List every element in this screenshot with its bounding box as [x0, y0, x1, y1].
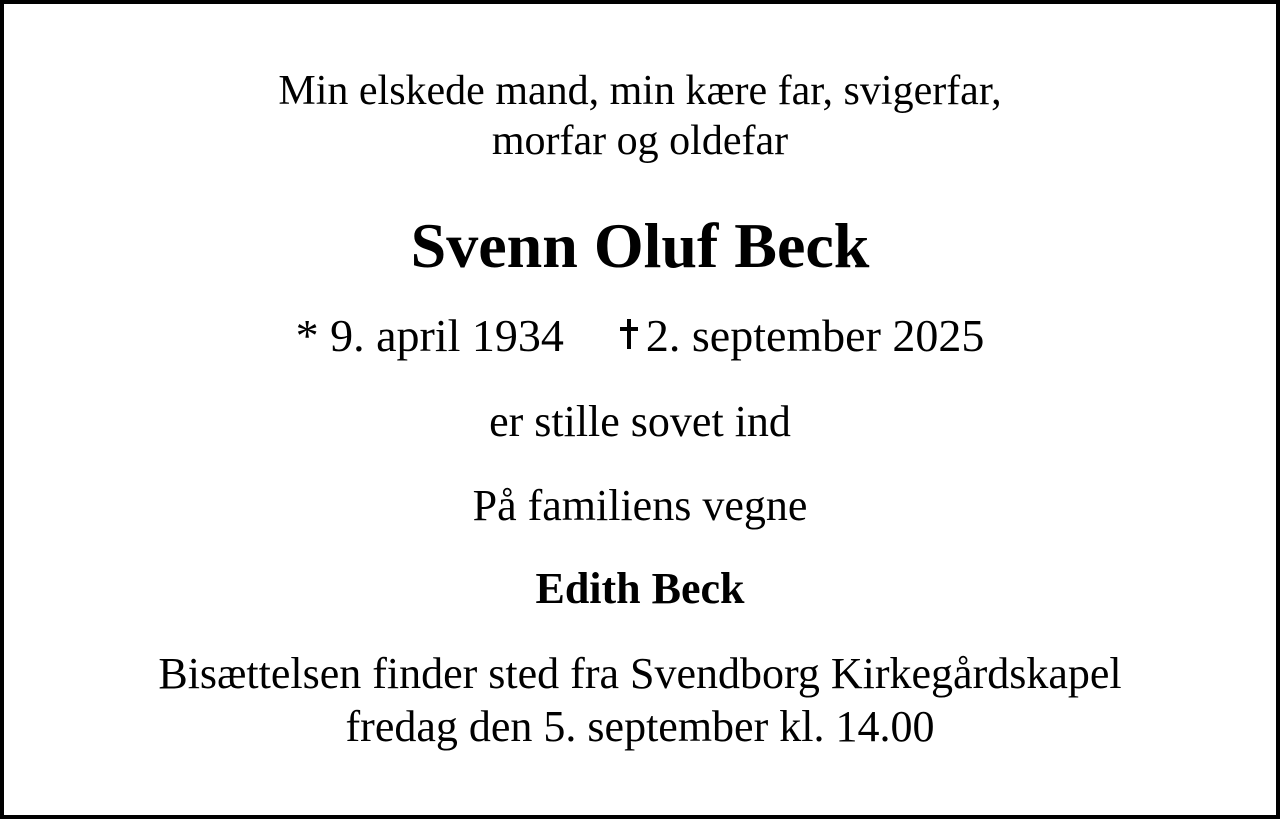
life-dates [4, 308, 1276, 364]
service-details [4, 647, 1276, 753]
intro-text [4, 66, 1276, 166]
death-date: 2. september 2025 [645, 310, 985, 361]
birth-date: * 9. april 1934 [295, 310, 564, 361]
intro-line-2: morfar og oldefar [491, 118, 789, 164]
deceased-name: Svenn Oluf Beck [410, 210, 870, 281]
signer-name: Edith Beck [535, 564, 745, 613]
on-behalf-text: På familiens vegne [472, 481, 808, 530]
intro-line-1: Min elskede mand, min kære far, svigerfar, [278, 68, 1002, 114]
passing-text: er stille sovet ind [489, 397, 791, 446]
cross-icon [620, 319, 638, 349]
service-line-1: Bisættelsen finder sted fra Svendborg Kirkegårdskapel [158, 649, 1122, 698]
service-line-2: fredag den 5. september kl. 14.00 [345, 702, 935, 751]
